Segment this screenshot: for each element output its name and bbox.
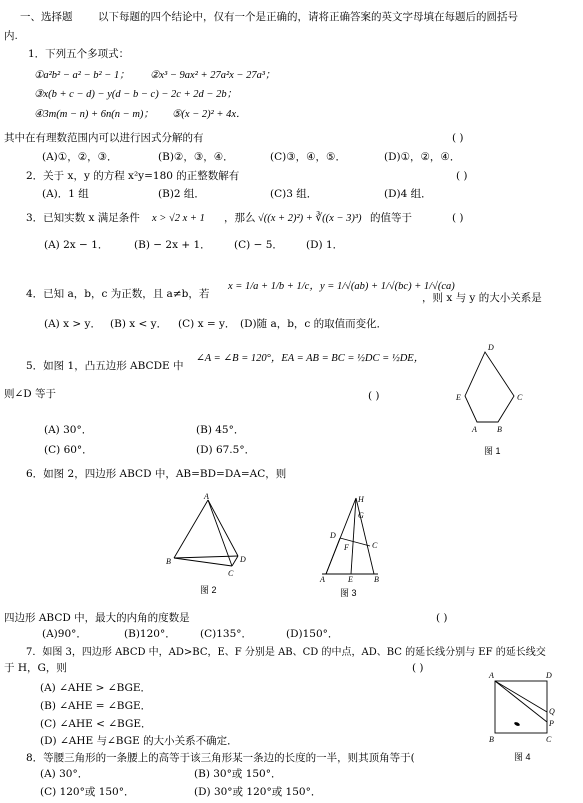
q8-option-a[interactable]: (A) 30°． (40, 768, 89, 780)
fig1-label-d: D (488, 343, 494, 352)
q1-poly-1: ①a²b² − a² − b² − 1； (34, 70, 130, 81)
q5-option-d[interactable]: (D) 67.5°． (196, 444, 256, 456)
q6-option-c[interactable]: (C)135°． (200, 628, 253, 640)
q4-x-equation: x = 1/a + 1/b + 1/c， (228, 281, 320, 292)
figure-2-quadrilateral (164, 490, 254, 580)
q1-poly-5: ⑤(x − 2)² + 4x． (172, 109, 247, 120)
q7-answer-bracket[interactable]: ( ) (412, 662, 424, 674)
q3-option-c[interactable]: (C) − 5． (234, 239, 283, 251)
fig4-label-d: D (546, 672, 552, 680)
q7-option-c[interactable]: (C) ∠AHE < ∠BGE． (40, 718, 152, 730)
q5-option-b[interactable]: (B) 45°． (196, 424, 245, 436)
fig2-label-d: D (240, 555, 246, 564)
q3-stem-a: 3．已知实数 x 满足条件 (26, 212, 140, 224)
section-title: 一、选择题 (20, 11, 73, 23)
q1-option-d[interactable]: (D)①，②，④． (384, 151, 461, 163)
q1-option-b[interactable]: (B)②，③，④． (158, 151, 234, 163)
figure-1-pentagon (452, 338, 542, 448)
q2-stem: 2．关于 x，y 的方程 x²y=180 的正整数解有 (26, 170, 240, 182)
fig3-label-e: E (348, 575, 353, 582)
q2-option-b[interactable]: (B)2 组． (158, 188, 205, 200)
q3-option-d[interactable]: (D) 1． (306, 239, 344, 251)
q1-stem: 1．下列五个多项式： (28, 48, 130, 60)
q6-option-b[interactable]: (B)120°． (124, 628, 176, 640)
q1-poly-2: ②x³ − 9ax² + 27a²x − 27a³； (150, 70, 276, 81)
q8-option-d[interactable]: (D) 30°或 120°或 150°． (194, 786, 322, 798)
fig4-label-q: Q (549, 707, 555, 716)
q4-stem-b: ，则 x 与 y 的大小关系是 (422, 292, 542, 304)
fig4-label-c: C (546, 735, 552, 744)
fig1-label-e: E (456, 393, 461, 402)
fig1-label-c: C (517, 393, 523, 402)
fig3-label-g: G (358, 511, 364, 520)
fig2-label-b: B (166, 557, 171, 566)
q5-option-a[interactable]: (A) 30°． (44, 424, 93, 436)
q3-stem-b: ，那么 (224, 212, 256, 224)
q3-answer-bracket[interactable]: ( ) (452, 212, 464, 224)
q7-option-a[interactable]: (A) ∠AHE > ∠BGE． (40, 682, 152, 694)
q5-stem-a: 5．如图 1，凸五边形 ABCDE 中 (26, 360, 184, 372)
fig2-label-a: A (204, 492, 209, 501)
fig3-label-b: B (374, 575, 379, 582)
fig3-label-d: D (330, 531, 336, 540)
q4-y-equation: y = 1/√(ab) + 1/√(bc) + 1/√(ca) (320, 281, 455, 292)
q7-stem: 7．如图 3，四边形 ABCD 中，AD>BC，E、F 分别是 AB、CD 的中点，AD、BC 的延长线分别与 EF 的延长线交 (26, 647, 546, 658)
q3-option-b[interactable]: (B) − 2x + 1． (134, 239, 211, 251)
fig3-label-h: H (358, 495, 364, 504)
q7-stem-continued: 于 H，G，则 (4, 662, 67, 674)
q2-option-d[interactable]: (D)4 组． (384, 188, 432, 200)
q6-option-d[interactable]: (D)150°． (286, 628, 339, 640)
figure-2-caption: 图 2 (200, 585, 217, 595)
q4-option-c[interactable]: (C) x = y． (178, 318, 236, 330)
figure-1-caption: 图 1 (484, 446, 501, 456)
fig4-label-a: A (489, 672, 494, 680)
q6-answer-bracket[interactable]: ( ) (436, 612, 448, 624)
figure-3-quadrilateral (318, 488, 384, 582)
q5-condition: ∠A = ∠B = 120°，EA = AB = BC = ½DC = ½DE， (196, 353, 425, 364)
q1-question: 其中在有理数范围内可以进行因式分解的有 (4, 132, 204, 144)
fig2-label-c: C (228, 569, 234, 578)
q3-condition: x > √2 x + 1 (152, 213, 205, 224)
fig1-label-a: A (472, 425, 477, 434)
q3-expression: √((x + 2)²) + ∛((x − 3)³) (258, 213, 362, 224)
q3-option-a[interactable]: (A) 2x − 1． (44, 239, 109, 251)
q8-option-c[interactable]: (C) 120°或 150°． (40, 786, 135, 798)
fig4-label-b: B (489, 735, 494, 744)
q6-question: 四边形 ABCD 中，最大的内角的度数是 (4, 612, 190, 624)
fig3-label-f: F (344, 543, 349, 552)
fig1-label-b: B (497, 425, 502, 434)
figure-4-square (486, 672, 556, 746)
q3-stem-c: 的值等于 (370, 212, 412, 224)
q1-poly-3: ③x(b + c − d) − y(d − b − c) − 2c + 2d − 2b； (34, 89, 238, 100)
q4-option-d[interactable]: (D)随 a，b，c 的取值而变化． (240, 318, 388, 330)
fig4-label-p: P (549, 719, 554, 728)
q6-option-a[interactable]: (A)90°． (42, 628, 87, 640)
section-instruction-end: 内. (4, 30, 18, 42)
fig3-label-c: C (372, 541, 378, 550)
q2-answer-bracket[interactable]: ( ) (456, 170, 468, 182)
q5-option-c[interactable]: (C) 60°． (44, 444, 93, 456)
q2-option-c[interactable]: (C)3 组． (270, 188, 318, 200)
q4-stem-a: 4．已知 a，b，c 为正数，且 a≠b，若 (26, 288, 210, 300)
section-instruction: 以下每题的四个结论中，仅有一个是正确的，请将正确答案的英文字母填在每题后的圆括号 (98, 11, 518, 23)
q1-option-c[interactable]: (C)③，④，⑤． (270, 151, 346, 163)
q8-option-b[interactable]: (B) 30°或 150°． (194, 768, 282, 780)
q1-poly-4: ④3m(m − n) + 6n(n − m)； (34, 109, 154, 120)
q7-option-b[interactable]: (B) ∠AHE = ∠BGE． (40, 700, 152, 712)
q1-option-a[interactable]: (A)①，②，③． (42, 151, 118, 163)
q5-stem-b: 则∠D 等于 (4, 388, 57, 400)
figure-4-caption: 图 4 (514, 752, 531, 762)
q5-answer-bracket[interactable]: ( ) (368, 390, 380, 402)
q6-stem: 6．如图 2，四边形 ABCD 中，AB=BD=DA=AC，则 (26, 468, 287, 480)
q4-option-a[interactable]: (A) x > y． (44, 318, 101, 330)
figure-3-caption: 图 3 (340, 588, 357, 598)
q2-option-a[interactable]: (A)．1 组 (42, 188, 89, 200)
q4-option-b[interactable]: (B) x < y． (110, 318, 168, 330)
fig3-label-a: A (320, 575, 325, 582)
q7-option-d[interactable]: (D) ∠AHE 与∠BGE 的大小关系不确定． (40, 735, 238, 747)
q1-answer-bracket[interactable]: ( ) (452, 132, 464, 144)
q8-stem: 8．等腰三角形的一条腰上的高等于该三角形某一条边的长度的一半，则其顶角等于( (26, 752, 415, 764)
